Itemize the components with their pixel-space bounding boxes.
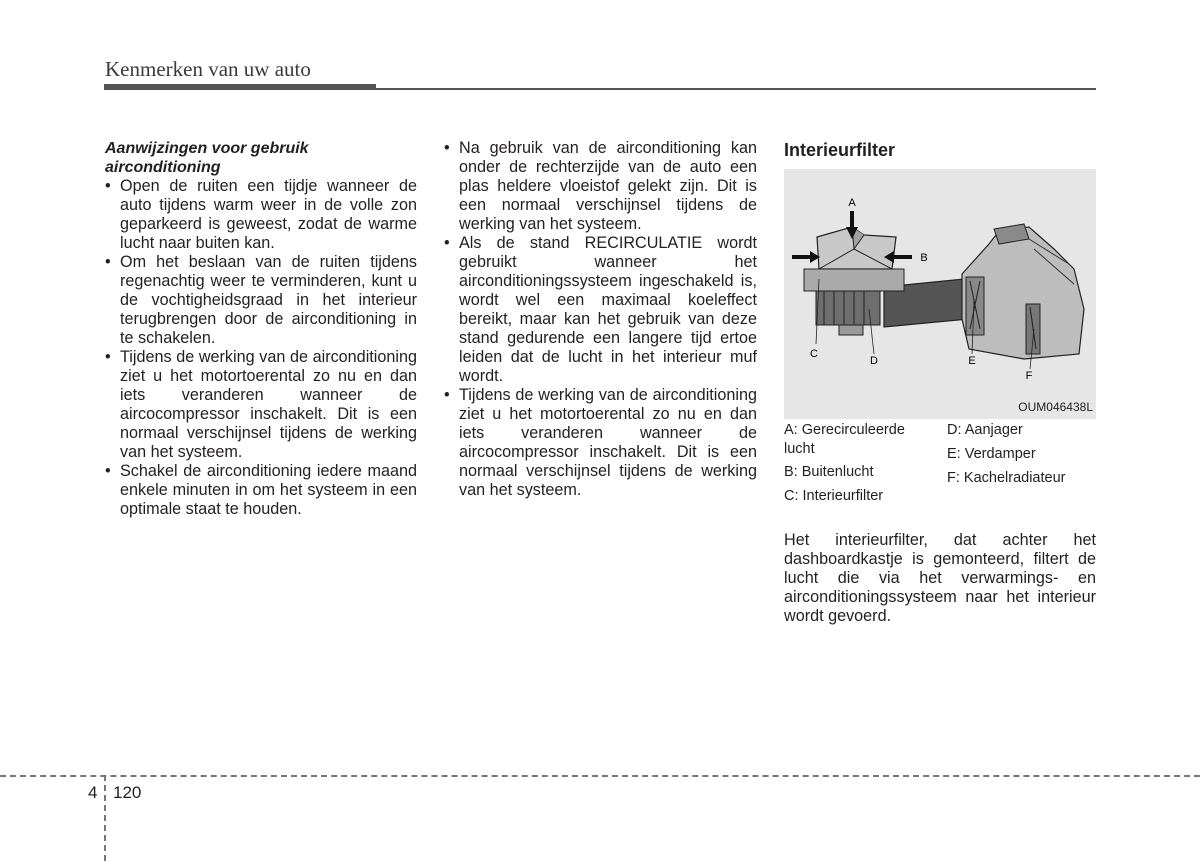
label-a: A bbox=[848, 197, 856, 209]
list-item: • Als de stand RECIRCULATIE wordt gebruikt wanneer het airconditioningssysteem ingeschakeld is, wordt wel een maximaal koeleffect bereikt, maar kan het gebruik van deze stand gedurende een langere tijd ertoe leiden dat de lucht in het interieur muf wordt. bbox=[444, 234, 757, 386]
column-middle bbox=[444, 139, 757, 500]
legend-item-b: B: Buitenlucht bbox=[784, 464, 874, 480]
label-e: E bbox=[968, 355, 976, 367]
page-header-title: Kenmerken van uw auto bbox=[105, 57, 311, 81]
section-subheading: Aanwijzingen voor gebruik airconditioning bbox=[105, 140, 309, 176]
footer-divider bbox=[104, 775, 106, 861]
figure-legend bbox=[784, 419, 1096, 531]
legend-item-a: A: Gerecirculeerde lucht bbox=[784, 422, 905, 457]
header-rule-thin bbox=[376, 88, 1096, 90]
chapter-number: 4 bbox=[88, 783, 98, 802]
list-item: • Na gebruik van de airconditioning kan onder de rechterzijde van de auto een plas heldere vloeistof gelekt zijn. Dit is een normaal verschijnsel tijdens de werking van het systeem. bbox=[444, 139, 757, 234]
list-item: • Open de ruiten een tijdje wanneer de auto tijdens warm weer in de volle zon geparkeerd is geweest, zodat de warme lucht naar buiten kan. bbox=[105, 177, 417, 253]
list-item: • Tijdens de werking van de airconditioning ziet u het motortoerental zo nu en dan iets veranderen wanneer de aircocompressor inschakelt. Dit is een normaal verschijnsel tijdens de werking van het systeem. bbox=[444, 386, 757, 500]
list-item: • Schakel de airconditioning iedere maand enkele minuten in om het systeem in een optimale staat te houden. bbox=[105, 462, 417, 519]
header-rule-thick bbox=[104, 84, 376, 90]
bullet-list bbox=[444, 139, 757, 500]
body-paragraph: Het interieurfilter, dat achter het dashboardkastje is gemonteerd, filtert de lucht die via het verwarmings- en airconditioningssysteem naar het interieur wordt gevoerd. bbox=[784, 531, 1096, 625]
column-right bbox=[784, 139, 1096, 642]
footer-rule bbox=[0, 775, 1200, 777]
hvac-illustration bbox=[784, 169, 1096, 419]
label-c: C bbox=[810, 348, 818, 360]
list-item: • Om het beslaan van de ruiten tijdens regenachtig weer te verminderen, kunt u de vochtigheidsgraad in het interieur terugbrengen door de airconditioning in te schakelen. bbox=[105, 253, 417, 348]
legend-item-d: D: Aanjager bbox=[947, 422, 1023, 438]
section-title: Interieurfilter bbox=[784, 140, 896, 160]
legend-item-c: C: Interieurfilter bbox=[784, 488, 884, 504]
legend-item-f: F: Kachelradiateur bbox=[947, 470, 1066, 486]
column-left bbox=[105, 139, 417, 519]
label-f: F bbox=[1025, 370, 1033, 382]
bullet-list bbox=[105, 177, 417, 519]
list-item: • Tijdens de werking van de airconditioning ziet u het motortoerental zo nu en dan iets veranderen wanneer de aircocompressor inschakelt. Dit is een normaal verschijnsel tijdens de werking van het systeem. bbox=[105, 348, 417, 462]
page-number: 120 bbox=[113, 783, 142, 802]
legend-item-e: E: Verdamper bbox=[947, 446, 1036, 462]
hvac-diagram bbox=[784, 169, 1096, 419]
label-d: D bbox=[870, 355, 878, 367]
figure-code: OUM046438L bbox=[1018, 400, 1093, 414]
label-b: B bbox=[920, 252, 928, 264]
